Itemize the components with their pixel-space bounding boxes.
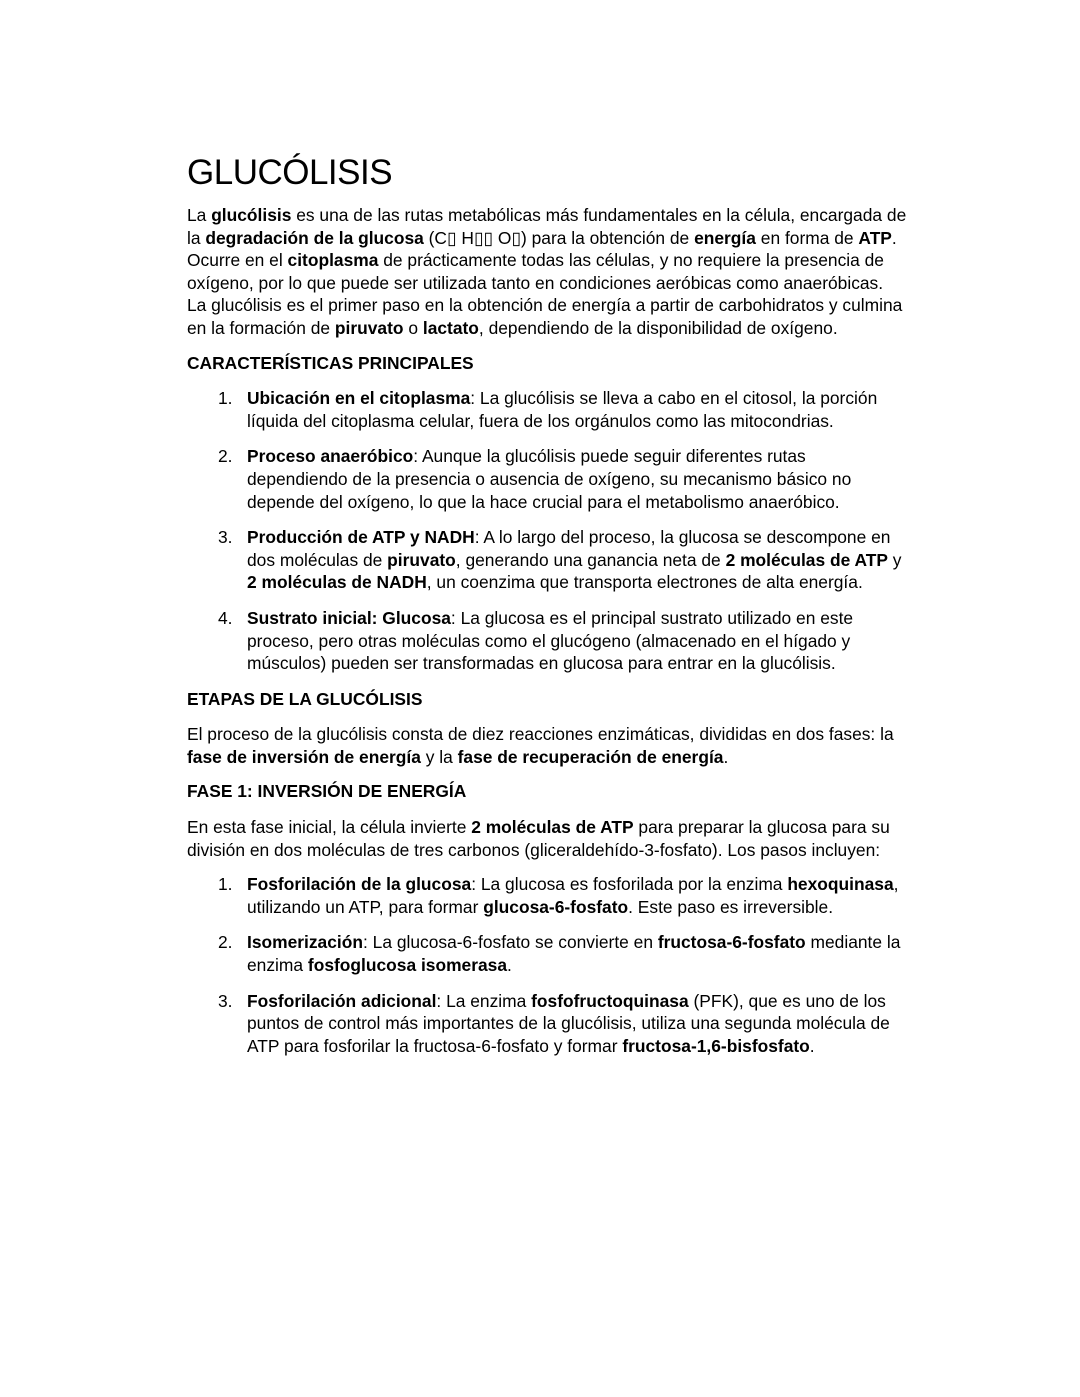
- text-run: .: [809, 1035, 815, 1056]
- bold-text: Fosforilación de la glucosa: [247, 874, 472, 895]
- text-run: . Este paso es irreversible.: [628, 896, 834, 917]
- text-run: : Aunque la glucólisis puede seguir diferentes rutas dependiendo de la presencia o ausencia de oxígeno, su mecanismo básico no depende del oxígeno, lo que la hace crucial para el metabolismo anaeróbico.: [247, 446, 852, 512]
- etapas-paragraph: [187, 723, 907, 768]
- list-item-number: 3.: [218, 990, 233, 1011]
- list-item-number: 2.: [218, 446, 233, 467]
- document-page: [187, 150, 907, 1070]
- bold-text: piruvato: [387, 549, 456, 570]
- text-run: , utilizando un ATP, para formar: [247, 874, 899, 917]
- list-item-number: 4.: [218, 607, 233, 628]
- text-run: , un coenzima que transporta electrones de alta energía.: [426, 572, 863, 593]
- list-item: [187, 387, 907, 432]
- section-heading-caracteristicas: CARACTERÍSTICAS PRINCIPALES: [187, 352, 474, 373]
- bold-text: fase de inversión de energía: [187, 746, 421, 767]
- bold-text: 2 moléculas de NADH: [247, 572, 427, 593]
- text-run: , generando una ganancia neta de: [455, 549, 726, 570]
- list-item: [187, 873, 907, 918]
- bold-text: hexoquinasa: [787, 874, 894, 895]
- list-item-number: 1.: [218, 874, 233, 895]
- bold-text: Isomerización: [247, 932, 363, 953]
- text-run: , dependiendo de la disponibilidad de oxígeno.: [478, 317, 838, 338]
- list-item: [187, 526, 907, 594]
- bold-text: fosfofructoquinasa: [531, 990, 689, 1011]
- list-item: [187, 445, 907, 513]
- bold-text: degradación de la glucosa: [205, 227, 424, 248]
- bold-text: 2 moléculas de ATP: [725, 549, 888, 570]
- bold-text: Proceso anaeróbico: [247, 446, 414, 467]
- bold-text: fase de recuperación de energía: [457, 746, 724, 767]
- list-item-number: 1.: [218, 388, 233, 409]
- text-run: y la: [420, 746, 458, 767]
- list-item: [187, 931, 907, 976]
- bold-text: 2 moléculas de ATP: [471, 817, 634, 838]
- list-item-number: 3.: [218, 527, 233, 548]
- bold-text: lactato: [422, 317, 479, 338]
- bold-text: ATP: [858, 227, 892, 248]
- bold-text: fosfoglucosa isomerasa: [307, 955, 507, 976]
- bold-text: Ubicación en el citoplasma: [247, 388, 471, 409]
- intro-paragraph: [187, 204, 907, 340]
- text-run: o: [403, 317, 423, 338]
- text-run: y: [887, 549, 902, 570]
- text-run: La: [187, 205, 212, 225]
- section-heading-etapas: ETAPAS DE LA GLUCÓLISIS: [187, 688, 423, 709]
- text-run: mediante la enzima: [247, 932, 901, 976]
- text-run: : La glucosa es fosforilada por la enzima: [471, 874, 788, 895]
- caracteristicas-list: [187, 387, 907, 675]
- bold-text: piruvato: [334, 317, 404, 338]
- bold-text: glucólisis: [211, 205, 292, 225]
- list-item-number: 2.: [218, 932, 233, 953]
- fase1-paragraph: [187, 816, 907, 861]
- text-run: .: [723, 746, 729, 767]
- text-run: .: [507, 955, 512, 976]
- text-run: (C▯ H▯▯ O▯) para la obtención de: [423, 227, 695, 248]
- list-item: [187, 990, 907, 1058]
- bold-text: Sustrato inicial: Glucosa: [247, 607, 451, 628]
- bold-text: Fosforilación adicional: [247, 990, 437, 1011]
- text-run: En esta fase inicial, la célula invierte: [187, 817, 472, 838]
- bold-text: citoplasma: [287, 250, 379, 271]
- bold-text: fructosa-6-fosfato: [657, 932, 806, 953]
- text-run: (PFK), que es uno de los puntos de control más importantes de la glucólisis, utiliza una segunda molécula de ATP para fosforilar la fructosa-6-fosfato y formar: [247, 990, 890, 1056]
- text-run: es una de las rutas metabólicas más fundamentales en la célula, encargada de la: [187, 205, 907, 248]
- text-run: : La enzima: [436, 990, 532, 1011]
- text-run: para preparar la glucosa para su división en dos moléculas de tres carbonos (gliceraldehído-3-fosfato). Los pasos incluyen:: [187, 817, 890, 860]
- bold-text: Producción de ATP y NADH: [247, 527, 475, 548]
- list-item: [187, 607, 907, 675]
- text-run: : La glucosa-6-fosfato se convierte en: [362, 932, 658, 953]
- section-heading-fase1: FASE 1: INVERSIÓN DE ENERGÍA: [187, 781, 467, 802]
- text-run: El proceso de la glucólisis consta de diez reacciones enzimáticas, divididas en dos fases: la: [187, 724, 894, 745]
- text-run: en forma de: [755, 227, 859, 248]
- fase1-steps-list: [187, 873, 907, 1057]
- text-run: : La glucosa es el principal sustrato utilizado en este proceso, pero otras moléculas como el glucógeno (almacenado en el hígado y músculos) pueden ser transformadas en glucosa para entrar en la glucólisis.: [247, 607, 854, 674]
- text-run: . Ocurre en el: [187, 227, 897, 271]
- bold-text: fructosa-1,6-bisfosfato: [622, 1035, 810, 1056]
- bold-text: glucosa-6-fosfato: [483, 896, 629, 917]
- text-run: : La glucólisis se lleva a cabo en el citosol, la porción líquida del citoplasma celular, fuera de los orgánulos como las mitocondrias.: [247, 388, 878, 431]
- text-run: de prácticamente todas las células, y no requiere la presencia de oxígeno, por lo que puede ser utilizada tanto en condiciones aeróbicas como anaeróbicas. La glucólisis es el primer paso en la obtención de energía a partir de carbohidratos y culmina en la formación de: [187, 250, 903, 338]
- document-title: GLUCÓLISIS: [187, 153, 393, 192]
- bold-text: energía: [694, 227, 756, 248]
- text-run: : A lo largo del proceso, la glucosa se descompone en dos moléculas de: [247, 527, 891, 570]
